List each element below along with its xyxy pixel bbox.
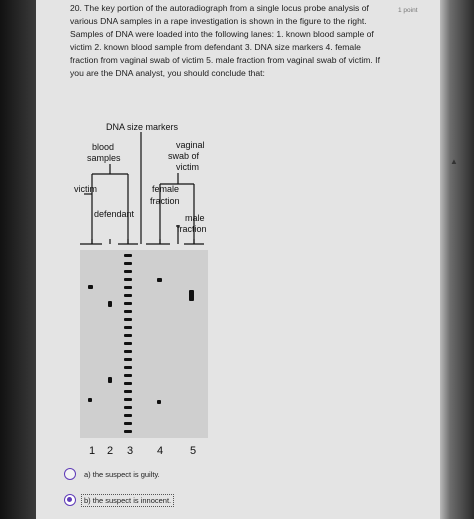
question-card xyxy=(36,0,458,519)
band-lane-3-marker xyxy=(124,366,132,369)
band-lane-3-marker xyxy=(124,262,132,265)
band-lane-2 xyxy=(108,301,112,307)
lane-number-4: 4 xyxy=(157,445,164,457)
radio-a[interactable] xyxy=(64,468,76,480)
band-lane-3-marker xyxy=(124,342,132,345)
radio-b-checked[interactable] xyxy=(64,494,76,506)
band-lane-3-marker xyxy=(124,374,132,377)
band-lane-3-marker xyxy=(124,350,132,353)
option-b-label[interactable]: b) the suspect is innocent. xyxy=(84,495,172,505)
option-a[interactable] xyxy=(64,468,162,480)
female-fraction-label-1: female xyxy=(152,184,180,194)
band-lane-3-marker xyxy=(124,302,132,305)
lane-number-2: 2 xyxy=(107,445,114,457)
option-a-label[interactable]: a) the suspect is guilty. xyxy=(84,469,160,479)
band-lane-3-marker xyxy=(124,270,132,273)
band-lane-1 xyxy=(88,398,92,402)
lane-number-5: 5 xyxy=(190,445,197,457)
lane-number-3: 3 xyxy=(127,445,134,457)
female-fraction-label-2: fraction xyxy=(150,196,180,206)
question-text: 20. The key portion of the autoradiograph from a single locus probe analysis of various DNA samples in a rape investigation is shown in the figure to the right. Samples of DNA were loaded into the following lanes: 1. known blood sample of victim 2. known blood sample from defendant 3. DNA size markers 4. female fraction from vaginal swab of victim 5. male fraction from vaginal swab of victim. If you are the DNA analyst, you should conclude that: xyxy=(70,3,380,78)
band-lane-3-marker xyxy=(124,286,132,289)
photo-frame-right xyxy=(440,0,474,519)
lane-number-1: 1 xyxy=(89,445,96,457)
band-lane-3-marker xyxy=(124,390,132,393)
autoradiograph-figure xyxy=(70,118,220,473)
male-fraction-label-1: male xyxy=(185,213,205,223)
band-lane-3-marker xyxy=(124,326,132,329)
blood-samples-label-2: samples xyxy=(87,153,121,163)
victim-label: victim xyxy=(74,184,97,194)
blood-samples-label-1: blood xyxy=(92,142,115,152)
defendant-label: defendant xyxy=(94,209,135,219)
points-label: 1 point xyxy=(398,7,418,14)
band-lane-3-marker xyxy=(124,406,132,409)
band-lane-1 xyxy=(88,285,93,289)
option-b[interactable] xyxy=(64,494,173,506)
photo-frame-left xyxy=(0,0,36,519)
band-lane-3-marker xyxy=(124,430,132,433)
gel-background xyxy=(80,250,208,438)
band-lane-3-marker xyxy=(124,254,132,257)
band-lane-3-marker xyxy=(124,310,132,313)
vaginal-swab-label-1: vaginal xyxy=(176,140,205,150)
band-lane-3-marker xyxy=(124,422,132,425)
male-fraction-label-2: fraction xyxy=(177,224,207,234)
vaginal-swab-label-3: victim xyxy=(176,162,199,172)
band-lane-3-marker xyxy=(124,382,132,385)
band-lane-3-marker xyxy=(124,294,132,297)
dna-size-markers-label: DNA size markers xyxy=(106,122,179,132)
band-lane-3-marker xyxy=(124,318,132,321)
band-lane-3-marker xyxy=(124,278,132,281)
band-lane-3-marker xyxy=(124,398,132,401)
vaginal-swab-label-2: swab of xyxy=(168,151,200,161)
autoradiograph-svg xyxy=(70,118,220,468)
band-lane-2 xyxy=(108,377,112,383)
cursor-icon: ▲ xyxy=(450,157,458,166)
band-lane-4 xyxy=(157,400,161,404)
band-lane-3-marker xyxy=(124,358,132,361)
band-lane-3-marker xyxy=(124,334,132,337)
band-lane-3-marker xyxy=(124,414,132,417)
band-lane-5 xyxy=(189,290,194,301)
band-lane-4 xyxy=(157,278,162,282)
